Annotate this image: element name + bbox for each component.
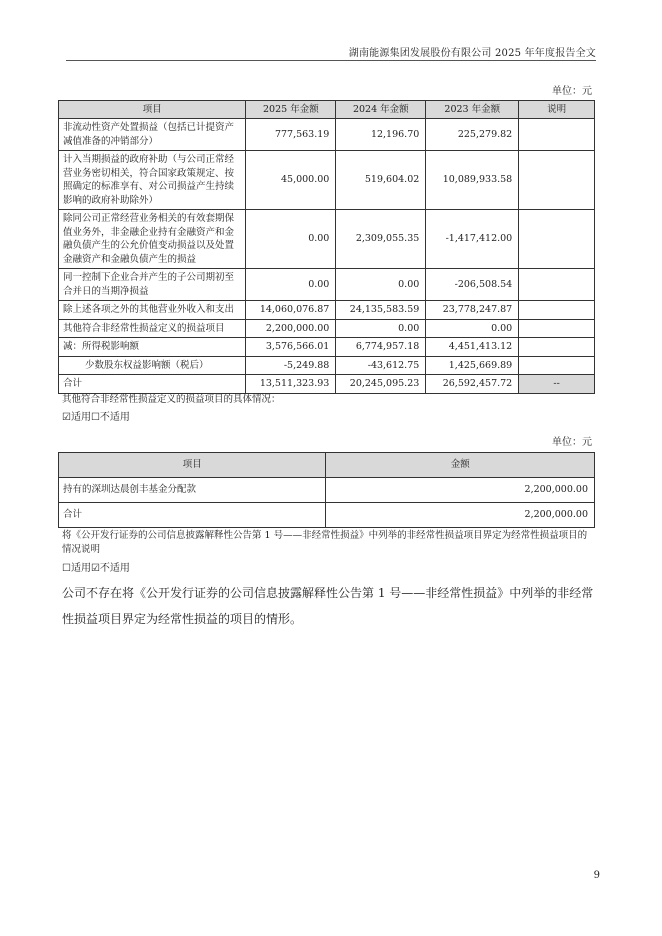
row-item: 持有的深圳达晨创丰基金分配款 bbox=[59, 478, 326, 503]
row-note bbox=[519, 338, 595, 357]
table-total-row bbox=[59, 375, 595, 394]
row-2023: 10,089,933.58 bbox=[426, 151, 519, 210]
non-recurring-gains-table bbox=[58, 100, 595, 394]
row-2025: 2,200,000.00 bbox=[246, 319, 336, 338]
row-2024: 6,774,957.18 bbox=[336, 338, 426, 357]
explanation-applicable-checkbox: ☐适用☑不适用 bbox=[62, 563, 130, 574]
table-row bbox=[59, 210, 595, 269]
column-header-2024: 2024 年金额 bbox=[336, 101, 426, 119]
row-note bbox=[519, 119, 595, 151]
row-item: 计入当期损益的政府补助（与公司正常经营业务密切相关，符合国家政策规定、按照确定的标准享有、对公司损益产生持续影响的政府补助除外） bbox=[59, 151, 246, 210]
row-2025: 3,576,566.01 bbox=[246, 338, 336, 357]
table-header-row bbox=[59, 453, 595, 478]
row-2024: 24,135,583.59 bbox=[336, 301, 426, 320]
row-note: -- bbox=[519, 375, 595, 394]
column-header-2025: 2025 年金额 bbox=[246, 101, 336, 119]
report-header-title: 湖南能源集团发展股份有限公司 2025 年年度报告全文 bbox=[348, 48, 596, 59]
row-amount: 2,200,000.00 bbox=[326, 503, 595, 528]
table-header-row bbox=[59, 101, 595, 119]
column-header-2023: 2023 年金额 bbox=[426, 101, 519, 119]
row-2024: 12,196.70 bbox=[336, 119, 426, 151]
row-item: 非流动性资产处置损益（包括已计提资产减值准备的冲销部分） bbox=[59, 119, 246, 151]
row-2023: 1,425,669.89 bbox=[426, 356, 519, 375]
row-2024: 20,245,095.23 bbox=[336, 375, 426, 394]
table-total-row bbox=[59, 503, 595, 528]
other-items-table bbox=[58, 452, 595, 528]
table-row bbox=[59, 319, 595, 338]
table-row bbox=[59, 301, 595, 320]
row-2024: 2,309,055.35 bbox=[336, 210, 426, 269]
row-2023: 225,279.82 bbox=[426, 119, 519, 151]
row-2024: 0.00 bbox=[336, 319, 426, 338]
row-2025: 0.00 bbox=[246, 269, 336, 301]
row-item: 合计 bbox=[59, 375, 246, 394]
page-number: 9 bbox=[593, 870, 600, 881]
row-2023: 0.00 bbox=[426, 319, 519, 338]
row-item: 合计 bbox=[59, 503, 326, 528]
other-items-caption: 其他符合非经常性损益定义的损益项目的具体情况： bbox=[62, 394, 281, 405]
column-header-amount: 金额 bbox=[326, 453, 595, 478]
table-row bbox=[59, 338, 595, 357]
table-row bbox=[59, 356, 595, 375]
row-2025: 13,511,323.93 bbox=[246, 375, 336, 394]
row-note bbox=[519, 269, 595, 301]
row-2023: -1,417,412.00 bbox=[426, 210, 519, 269]
table2-unit-label: 单位：元 bbox=[552, 437, 592, 448]
table1-unit-label: 单位：元 bbox=[552, 86, 592, 97]
column-header-item: 项目 bbox=[59, 101, 246, 119]
row-2023: 4,451,413.12 bbox=[426, 338, 519, 357]
table-row bbox=[59, 119, 595, 151]
table-row bbox=[59, 269, 595, 301]
row-2023: 26,592,457.72 bbox=[426, 375, 519, 394]
table-row bbox=[59, 478, 595, 503]
explanation-caption: 将《公开发行证券的公司信息披露解释性公告第 1 号——非经常性损益》中列举的非经常性损益项目界定为经常性损益项目的情况说明 bbox=[62, 530, 588, 555]
row-note bbox=[519, 319, 595, 338]
other-items-applicable-checkbox: ☑适用☐不适用 bbox=[62, 412, 130, 423]
row-2023: 23,778,247.87 bbox=[426, 301, 519, 320]
explanation-body: 公司不存在将《公开发行证券的公司信息披露解释性公告第 1 号——非经常性损益》中列举的非经常性损益项目界定为经常性损益的项目的情形。 bbox=[62, 586, 594, 626]
row-2025: 14,060,076.87 bbox=[246, 301, 336, 320]
row-2025: 0.00 bbox=[246, 210, 336, 269]
row-amount: 2,200,000.00 bbox=[326, 478, 595, 503]
column-header-note: 说明 bbox=[519, 101, 595, 119]
row-2023: -206,508.54 bbox=[426, 269, 519, 301]
row-item: 除同公司正常经营业务相关的有效套期保值业务外，非金融企业持有金融资产和金融负债产生的公允价值变动损益以及处置金融资产和金融负债产生的损益 bbox=[59, 210, 246, 269]
column-header-item: 项目 bbox=[59, 453, 326, 478]
row-note bbox=[519, 210, 595, 269]
row-item: 同一控制下企业合并产生的子公司期初至合并日的当期净损益 bbox=[59, 269, 246, 301]
table-row bbox=[59, 151, 595, 210]
row-2025: -5,249.88 bbox=[246, 356, 336, 375]
row-item: 除上述各项之外的其他营业外收入和支出 bbox=[59, 301, 246, 320]
row-2024: 519,604.02 bbox=[336, 151, 426, 210]
row-2025: 777,563.19 bbox=[246, 119, 336, 151]
row-note bbox=[519, 356, 595, 375]
row-2024: 0.00 bbox=[336, 269, 426, 301]
row-item: 减：所得税影响额 bbox=[59, 338, 246, 357]
row-item: 少数股东权益影响额（税后） bbox=[59, 356, 246, 375]
row-note bbox=[519, 301, 595, 320]
row-note bbox=[519, 151, 595, 210]
row-2025: 45,000.00 bbox=[246, 151, 336, 210]
header-divider bbox=[66, 60, 596, 61]
row-2024: -43,612.75 bbox=[336, 356, 426, 375]
row-item: 其他符合非经常性损益定义的损益项目 bbox=[59, 319, 246, 338]
